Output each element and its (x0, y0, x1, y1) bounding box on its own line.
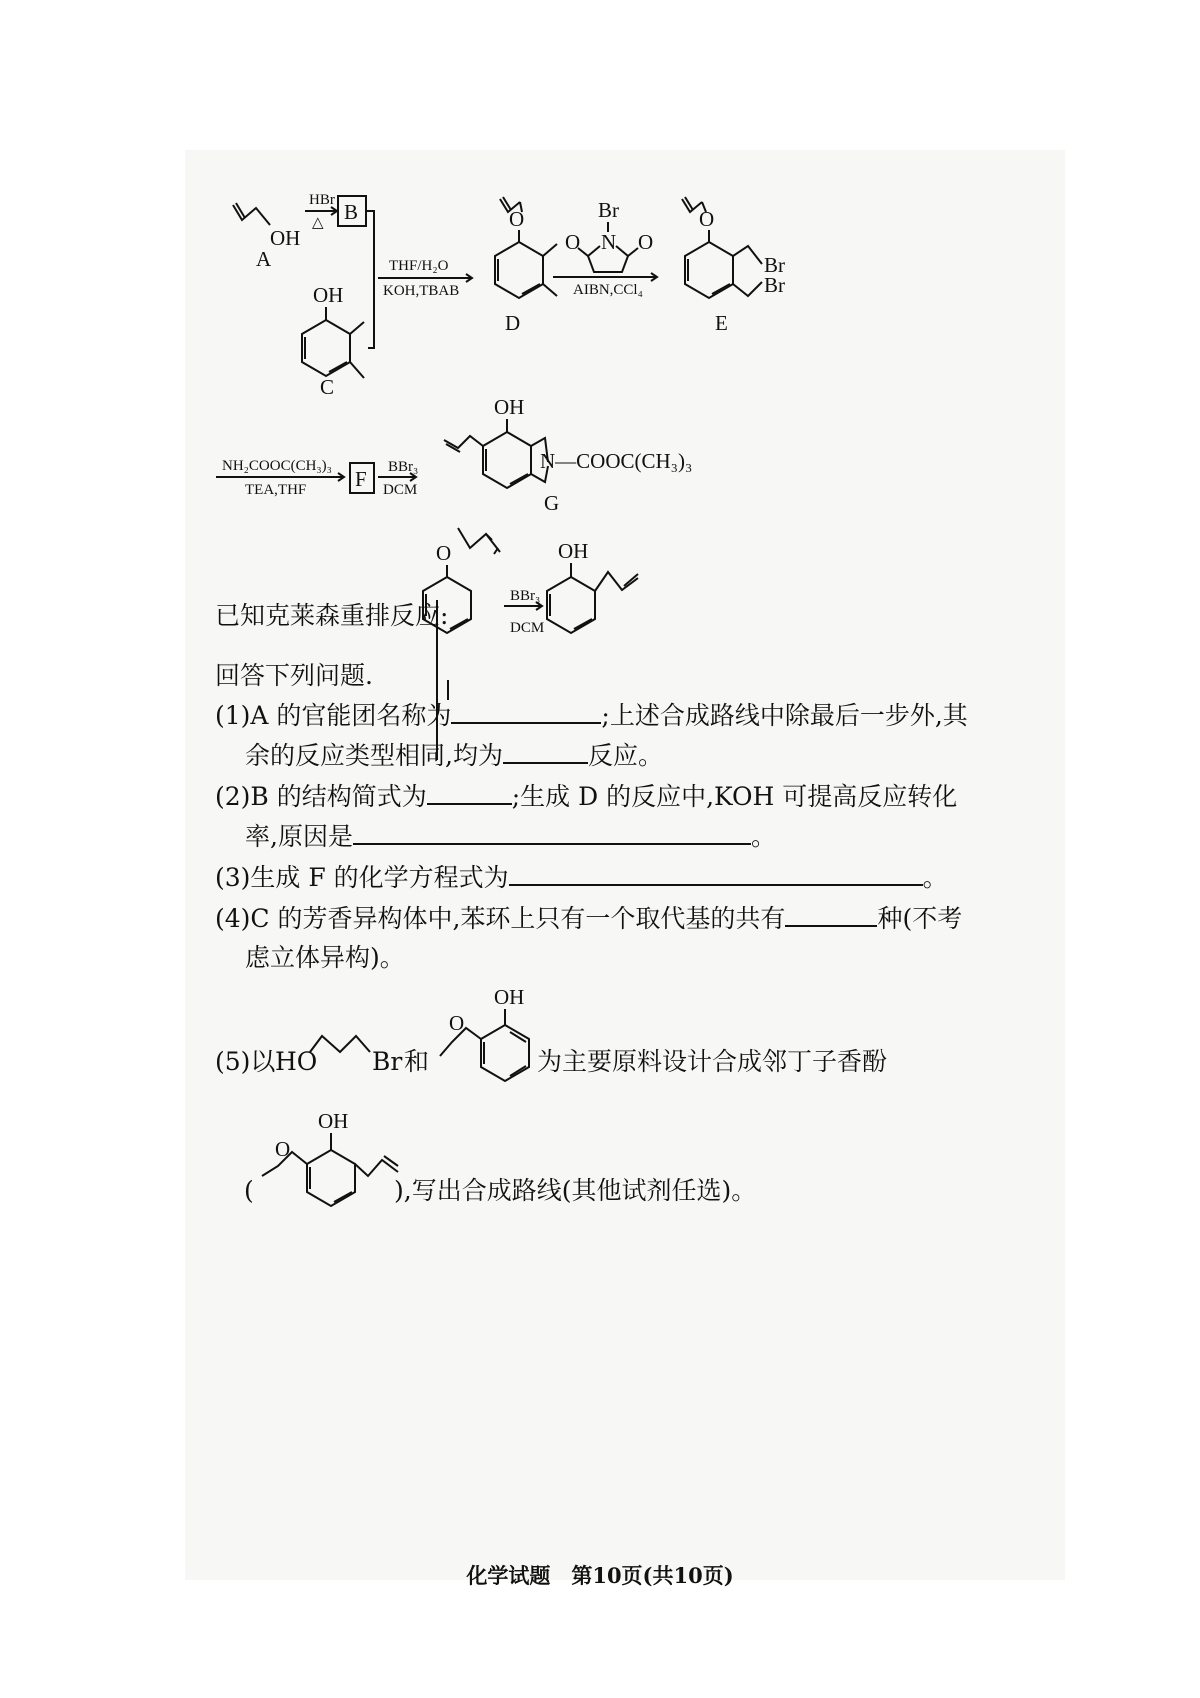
nbs-o-left: O (565, 230, 581, 254)
reagent-tea-thf: TEA,THF (245, 482, 307, 498)
eugenol-o: O (275, 1137, 291, 1161)
label-b: B (344, 200, 359, 224)
nbs-br: Br (598, 198, 619, 222)
claisen-reagent-bbr3: BBr₃ (510, 588, 541, 604)
eugenol-oh: OH (318, 1109, 349, 1133)
q1-text-a: (1)A 的官能团名称为 (215, 701, 452, 730)
reagent-heat: △ (312, 215, 324, 231)
q4-text-a: (4)C 的芳香异构体中,苯环上只有一个取代基的共有 (215, 904, 786, 933)
nbs-n: N (601, 230, 617, 254)
guaiacol-structure (440, 985, 529, 1081)
claisen-product-oh: OH (558, 539, 589, 563)
q5-ho: HO (275, 1047, 318, 1076)
q2-text-a: (2)B 的结构简式为 (215, 782, 427, 811)
q5-br: Br (372, 1047, 403, 1076)
q2-text-c: 率,原因是 (245, 822, 353, 851)
q2-text-b: ;生成 D 的反应中,KOH 可提高反应转化 (511, 782, 958, 811)
reagent-thf-h2o: THF/H₂O (389, 258, 449, 274)
known-reaction-intro: 已知克莱森重排反应: (215, 601, 449, 630)
bromopropanol-chain (310, 1036, 370, 1052)
reagent-aibn: AIBN,CCl₄ (573, 282, 643, 298)
q5-text-b: 为主要原料设计合成邻丁子香酚 (537, 1047, 888, 1076)
q1-text-b: ;上述合成路线中除最后一步外,其 (601, 701, 968, 730)
label-c: C (320, 375, 335, 399)
q5-and: 和 (404, 1047, 430, 1076)
guaiacol-oh: OH (494, 985, 525, 1009)
questions-heading: 回答下列问题. (215, 661, 373, 690)
compound-e-br-1: Br (764, 253, 785, 277)
compound-c-oh: OH (313, 283, 344, 307)
q3-text-a: (3)生成 F 的化学方程式为 (215, 863, 509, 892)
q4-text-b: 种(不考 (877, 904, 963, 933)
compound-g-substituent: N—COOC(CH₃)₃ (540, 449, 693, 473)
nbs-o-right: O (638, 230, 654, 254)
reagent-bbr3: BBr₃ (388, 459, 419, 475)
claisen-reagent-dcm: DCM (510, 620, 545, 636)
claisen-o: O (436, 541, 452, 565)
reagent-hbr: HBr (309, 192, 335, 208)
label-f: F (355, 467, 367, 491)
compound-d-o: O (509, 207, 525, 231)
compound-e-br-2: Br (764, 273, 785, 297)
page-footer: 化学试题 第10页(共10页) (466, 1563, 734, 1588)
q2-text-d: 。 (750, 822, 776, 851)
ortho-eugenol-structure (262, 1109, 398, 1206)
q1-text-d: 反应。 (587, 741, 663, 770)
question-4-line-2: 虑立体异构)。 (245, 943, 405, 972)
q1-text-c: 余的反应类型相同,均为 (245, 741, 503, 770)
label-e: E (715, 311, 728, 335)
q3-text-b: 。 (922, 863, 948, 892)
compound-g-oh: OH (494, 395, 525, 419)
reagent-koh-tbab: KOH,TBAB (383, 283, 460, 299)
q5-text-c: ),写出合成路线(其他试剂任选)。 (394, 1176, 757, 1205)
compound-e-o: O (699, 207, 715, 231)
label-g: G (544, 491, 560, 515)
compound-a-oh: OH (270, 226, 301, 250)
guaiacol-o: O (449, 1011, 465, 1035)
label-a: A (256, 247, 272, 271)
reagent-boc-nh2: NH₂COOC(CH₃)₃ (222, 458, 332, 474)
q5-text-a: (5)以 (215, 1047, 276, 1076)
reagent-dcm: DCM (383, 482, 418, 498)
q5-paren-open: ( (244, 1176, 254, 1205)
label-d: D (505, 311, 521, 335)
